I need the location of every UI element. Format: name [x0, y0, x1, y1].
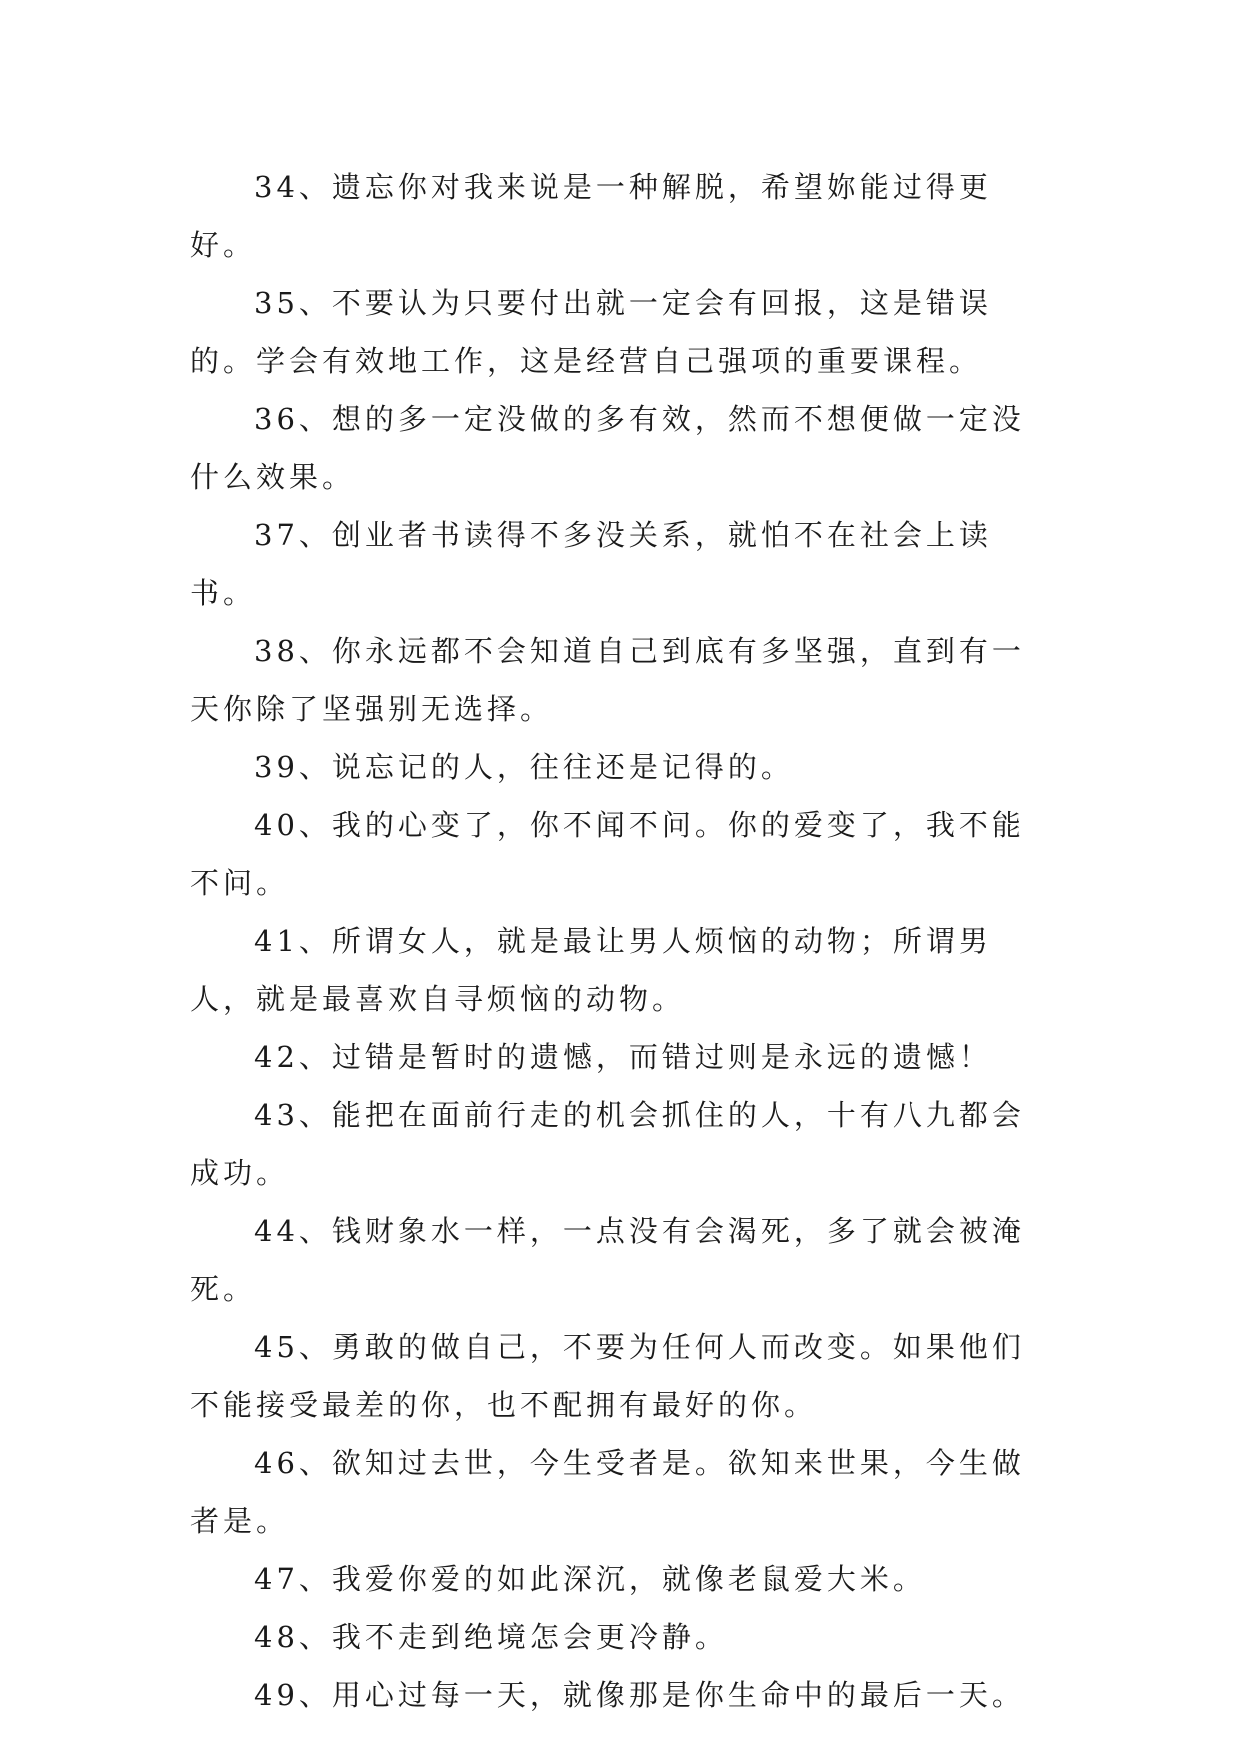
paragraph-35: 35、不要认为只要付出就一定会有回报，这是错误的。学会有效地工作，这是经营自己强项的重要课程。	[190, 286, 992, 378]
paragraph-49: 49、用心过每一天，就像那是你生命中的最后一天。	[254, 1678, 1025, 1712]
paragraph-45: 45、勇敢的做自己，不要为任何人而改变。如果他们不能接受最差的你，也不配拥有最好的你。	[190, 1330, 1025, 1422]
paragraph-41: 41、所谓女人，就是最让男人烦恼的动物；所谓男人，就是最喜欢自寻烦恼的动物。	[190, 924, 992, 1016]
paragraph-39: 39、说忘记的人，往往还是记得的。	[254, 750, 794, 784]
paragraph-44: 44、钱财象水一样，一点没有会渴死，多了就会被淹死。	[190, 1214, 1025, 1306]
paragraph-34: 34、遗忘你对我来说是一种解脱，希望妳能过得更好。	[190, 170, 992, 262]
paragraph-48: 48、我不走到绝境怎会更冷静。	[254, 1620, 728, 1654]
paragraph-47: 47、我爱你爱的如此深沉，就像老鼠爱大米。	[254, 1562, 926, 1596]
paragraph-46: 46、欲知过去世，今生受者是。欲知来世果，今生做者是。	[190, 1446, 1025, 1538]
document-page	[190, 158, 1055, 1724]
paragraph-36: 36、想的多一定没做的多有效，然而不想便做一定没什么效果。	[190, 402, 1025, 494]
paragraph-38: 38、你永远都不会知道自己到底有多坚强，直到有一天你除了坚强别无选择。	[190, 634, 1025, 726]
paragraph-40: 40、我的心变了，你不闻不问。你的爱变了，我不能不问。	[190, 808, 1025, 900]
paragraph-43: 43、能把在面前行走的机会抓住的人，十有八九都会成功。	[190, 1098, 1025, 1190]
paragraph-37: 37、创业者书读得不多没关系，就怕不在社会上读书。	[190, 518, 992, 610]
paragraph-42: 42、过错是暂时的遗憾，而错过则是永远的遗憾！	[254, 1040, 992, 1074]
